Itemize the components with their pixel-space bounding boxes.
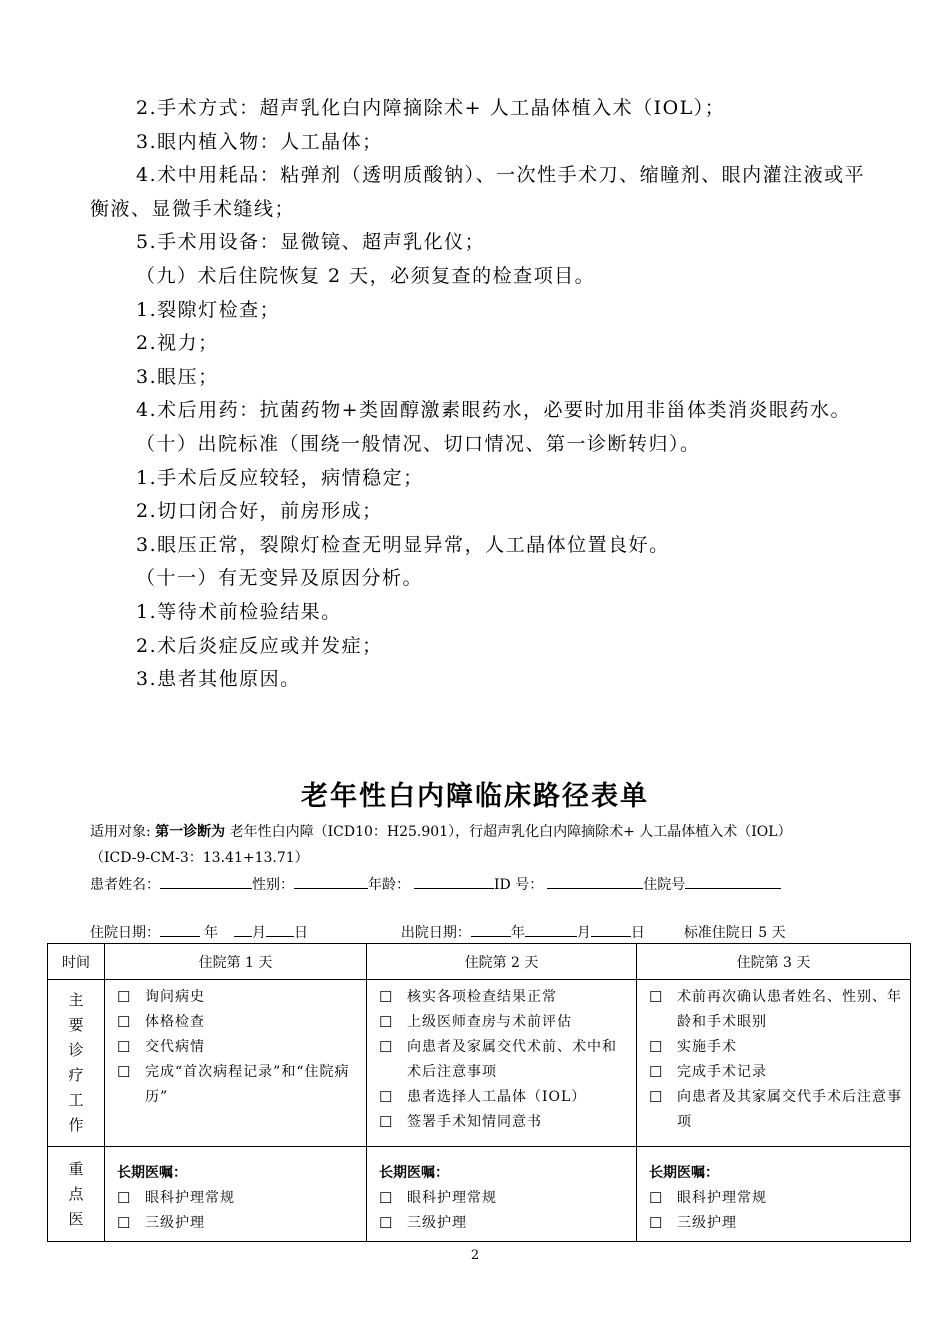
admit-date-label: 住院日期： [90, 925, 160, 941]
long-term-orders-label: 长期医嘱： [379, 1165, 449, 1181]
paragraph: 2.术后炎症反应或并发症； [136, 634, 383, 657]
checkbox[interactable]: ☐ [649, 1063, 663, 1081]
long-term-orders-label: 长期医嘱： [117, 1165, 187, 1181]
checkbox[interactable]: ☐ [117, 1063, 131, 1081]
header-day-3: 住院第 3 天 [637, 944, 911, 980]
checkbox[interactable]: ☐ [649, 1038, 663, 1056]
checklist-item: ☐ 向患者及家属交代术前、术中和术后注意事项 [379, 1035, 630, 1085]
age-field[interactable] [414, 873, 494, 889]
admit-day-field[interactable] [266, 921, 294, 937]
paragraph: 3.患者其他原因。 [136, 668, 301, 691]
month-label: 月 [576, 925, 591, 941]
paragraph: 2.手术方式：超声乳化白内障摘除术+ 人工晶体植入术（IOL）； [136, 97, 726, 119]
checkbox[interactable]: ☐ [379, 1088, 393, 1106]
checklist-item: ☐ 术前再次确认患者姓名、性别、年龄和手术眼别 [649, 985, 904, 1035]
paragraph: 5.手术用设备：显微镜、超声乳化仪； [136, 231, 486, 254]
checklist-item: ☐ 三级护理 [649, 1211, 904, 1236]
checklist-item: ☐ 三级护理 [379, 1211, 630, 1236]
admit-year-field[interactable] [160, 921, 200, 937]
year-label: 年 [510, 925, 525, 941]
paragraph: 3.眼压正常，裂隙灯检查无明显异常，人工晶体位置良好。 [136, 533, 670, 556]
checkbox[interactable]: ☐ [379, 1189, 393, 1207]
gender-label: 性别： [252, 877, 294, 893]
checkbox[interactable]: ☐ [379, 1113, 393, 1131]
age-label: 年龄： [368, 877, 410, 893]
diagnosis-text: 老年性白内障（ICD10：H25.901），行超声乳化白内障摘除术+ 人工晶体植入术（IOL） [229, 824, 792, 840]
row-label-main-work: 主要诊疗工作 [48, 980, 105, 1147]
paragraph: 4.术中用耗品：粘弹剂（透明质酸钠）、一次性手术刀、缩瞳剂、眼内灌注液或平衡液、显微手术缝线； [90, 164, 866, 220]
checklist-item: ☐ 体格检查 [117, 1010, 360, 1035]
checklist-item: ☐ 交代病情 [117, 1035, 360, 1060]
admission-no-label: 住院号 [643, 877, 686, 893]
checkbox[interactable]: ☐ [117, 1214, 131, 1232]
admit-month-field[interactable] [234, 921, 252, 937]
discharge-year-field[interactable] [471, 921, 511, 937]
applies-line [90, 822, 792, 842]
paragraph: 4.术后用药：抗菌药物+类固醇激素眼药水，必要时加用非甾体类消炎眼药水。 [136, 399, 852, 422]
paragraph: 2.视力； [136, 332, 219, 355]
checkbox[interactable]: ☐ [379, 1214, 393, 1232]
admission-no-field[interactable] [685, 873, 781, 889]
day2-main-work [367, 980, 637, 1147]
day-label: 日 [294, 925, 308, 941]
checklist-item: ☐ 眼科护理常规 [379, 1186, 630, 1211]
paragraph: （十一）有无变异及原因分析。 [136, 567, 424, 590]
patient-info-line [90, 873, 781, 895]
discharge-date-label: 出院日期： [400, 925, 471, 941]
paragraph: （十）出院标准（围绕一般情况、切口情况、第一诊断转归）。 [136, 432, 701, 455]
page-number: 2 [470, 1248, 480, 1263]
checklist-item: ☐ 完成手术记录 [649, 1060, 904, 1085]
paragraph: （九）术后住院恢复 2 天，必须复查的检查项目。 [136, 264, 596, 287]
paragraph: 1.等待术前检验结果。 [136, 600, 342, 623]
checkbox[interactable]: ☐ [649, 1214, 663, 1232]
day1-main-work [105, 980, 367, 1147]
checklist-item: ☐ 完成“首次病程记录”和“住院病历” [117, 1060, 360, 1110]
checkbox[interactable]: ☐ [649, 1189, 663, 1207]
checklist-item: ☐ 患者选择人工晶体（IOL） [379, 1085, 630, 1110]
year-label: 年 [204, 925, 218, 941]
paragraph: 3.眼内植入物：人工晶体； [136, 130, 383, 153]
checkbox[interactable]: ☐ [117, 1189, 131, 1207]
checklist-item: ☐ 签署手术知情同意书 [379, 1110, 630, 1135]
day3-orders [637, 1147, 911, 1242]
standard-stay: 标准住院日 5 天 [683, 925, 786, 941]
icd-code: （ICD-9-CM-3：13.41+13.71） [90, 850, 309, 866]
diagnosis-label: 第一诊断为 [155, 824, 226, 840]
day1-orders [105, 1147, 367, 1242]
month-label: 月 [252, 925, 266, 941]
checklist-item: ☐ 上级医师查房与术前评估 [379, 1010, 630, 1035]
table-row [48, 1147, 911, 1242]
checklist-item: ☐ 眼科护理常规 [649, 1186, 904, 1211]
long-term-orders-label: 长期医嘱： [649, 1165, 719, 1181]
table-header-row [48, 944, 911, 980]
discharge-month-field[interactable] [525, 921, 577, 937]
applies-label: 适用对象: [90, 824, 151, 840]
checkbox[interactable]: ☐ [379, 1038, 393, 1056]
paragraph: 3.眼压； [136, 365, 219, 388]
day-label: 日 [630, 925, 645, 941]
dates-line [90, 921, 786, 943]
paragraph: 1.手术后反应较轻，病情稳定； [136, 466, 424, 489]
body-text [90, 92, 870, 697]
checkbox[interactable]: ☐ [379, 988, 393, 1006]
patient-name-label: 患者姓名： [90, 877, 160, 893]
header-day-2: 住院第 2 天 [367, 944, 637, 980]
checkbox[interactable]: ☐ [649, 1088, 663, 1106]
discharge-day-field[interactable] [591, 921, 631, 937]
checklist-item: ☐ 三级护理 [117, 1211, 360, 1236]
paragraph: 2.切口闭合好，前房形成； [136, 500, 383, 523]
gender-field[interactable] [294, 873, 368, 889]
table-row [48, 980, 911, 1147]
id-field[interactable] [547, 873, 643, 889]
form-title: 老年性白内障临床路径表单 [301, 781, 649, 812]
paragraph: 1.裂隙灯检查； [136, 298, 281, 321]
header-day-1: 住院第 1 天 [105, 944, 367, 980]
patient-name-field[interactable] [160, 873, 252, 889]
checklist-item: ☐ 实施手术 [649, 1035, 904, 1060]
checklist-item: ☐ 询问病史 [117, 985, 360, 1010]
checkbox[interactable]: ☐ [117, 1013, 131, 1031]
checkbox[interactable]: ☐ [649, 988, 663, 1006]
day2-orders [367, 1147, 637, 1242]
checkbox[interactable]: ☐ [379, 1013, 393, 1031]
header-time: 时间 [48, 944, 105, 980]
row-label-orders: 重点医 [48, 1147, 105, 1242]
checklist-item: ☐ 核实各项检查结果正常 [379, 985, 630, 1010]
checklist-item: ☐ 眼科护理常规 [117, 1186, 360, 1211]
id-label: ID 号： [494, 877, 544, 893]
checkbox[interactable]: ☐ [117, 988, 131, 1006]
day3-main-work [637, 980, 911, 1147]
checkbox[interactable]: ☐ [117, 1038, 131, 1056]
clinical-pathway-table [47, 943, 911, 1242]
checklist-item: ☐ 向患者及其家属交代手术后注意事项 [649, 1085, 904, 1135]
